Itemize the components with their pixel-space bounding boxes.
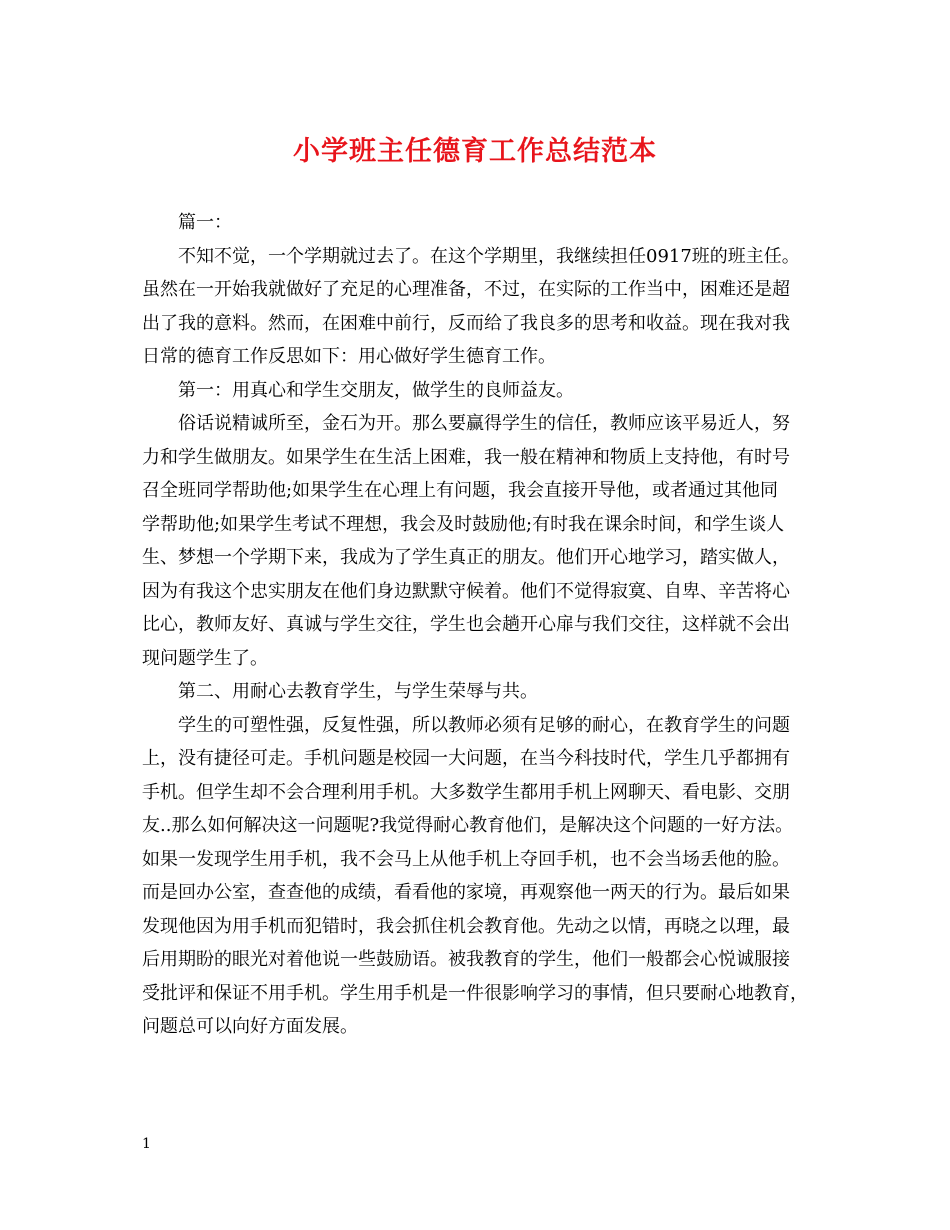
paragraph-line: 力和学生做朋友。如果学生在生活上困难，我一般在精神和物质上支持他，有时号 — [142, 446, 790, 468]
paragraph-line: 虽然在一开始我就做好了充足的心理准备，不过，在实际的工作当中，困难还是超 — [142, 279, 790, 300]
paragraph-line: 手机。但学生却不会合理利用手机。大多数学生都用手机上网聊天、看电影、交朋 — [142, 781, 790, 803]
section-heading: 第二、用耐心去教育学生，与学生荣辱与共。 — [178, 681, 538, 702]
section-heading: 篇一： — [178, 212, 232, 233]
paragraph-line: 召全班同学帮助他;如果学生在心理上有问题，我会直接开导他，或者通过其他同 — [142, 480, 779, 501]
paragraph-line: 比心，教师友好、真诚与学生交往，学生也会趟开心扉与我们交往，这样就不会出 — [142, 614, 790, 635]
paragraph-line: 发现他因为用手机而犯错时，我会抓住机会教育他。先动之以情，再晓之以理，最 — [142, 915, 790, 937]
paragraph-line: 学帮助他;如果学生考试不理想，我会及时鼓励他;有时我在课余时间，和学生谈人 — [142, 513, 785, 535]
paragraph-line: 上，没有捷径可走。手机问题是校园一大问题，在当今科技时代，学生几乎都拥有 — [142, 748, 790, 769]
document-title: 小学班主任德育工作总结范本 — [293, 136, 657, 167]
paragraph-line: 问题总可以向好方面发展。 — [142, 1016, 358, 1037]
paragraph-line: 受批评和保证不用手机。学生用手机是一件很影响学习的事情，但只要耐心地教育， — [142, 982, 808, 1004]
paragraph-line: 后用期盼的眼光对着他说一些鼓励语。被我教育的学生，他们一般都会心悦诚服接 — [142, 949, 790, 970]
paragraph-line: 如果一发现学生用手机，我不会马上从他手机上夺回手机，也不会当场丢他的脸。 — [142, 848, 790, 870]
section-heading: 第一：用真心和学生交朋友，做学生的良师益友。 — [178, 379, 574, 401]
paragraph-line: 不知不觉，一个学期就过去了。在这个学期里，我继续担任0917班的班主任。 — [178, 245, 800, 267]
paragraph-line: 出了我的意料。然而，在困难中前行，反而给了我良多的思考和收益。现在我对我 — [142, 312, 790, 334]
paragraph-line: 而是回办公室，查查他的成绩，看看他的家境，再观察他一两天的行为。最后如果 — [142, 882, 790, 903]
page-number: 1 — [142, 1136, 151, 1152]
paragraph-line: 友..那么如何解决这一问题呢?我觉得耐心教育他们，是解决这个问题的一好方法。 — [142, 815, 794, 836]
paragraph-line: 生、梦想一个学期下来，我成为了学生真正的朋友。他们开心地学习，踏实做人， — [142, 547, 790, 568]
document-body — [142, 206, 814, 1044]
paragraph-line: 日常的德育工作反思如下：用心做好学生德育工作。 — [142, 346, 556, 367]
paragraph-line: 现问题学生了。 — [142, 647, 268, 669]
paragraph-line: 因为有我这个忠实朋友在他们身边默默守候着。他们不觉得寂寞、自卑、辛苦将心 — [142, 580, 790, 602]
paragraph-line: 俗话说精诚所至，金石为开。那么要赢得学生的信任，教师应该平易近人，努 — [178, 413, 790, 434]
paragraph-line: 学生的可塑性强，反复性强，所以教师必须有足够的耐心，在教育学生的问题 — [178, 714, 790, 736]
